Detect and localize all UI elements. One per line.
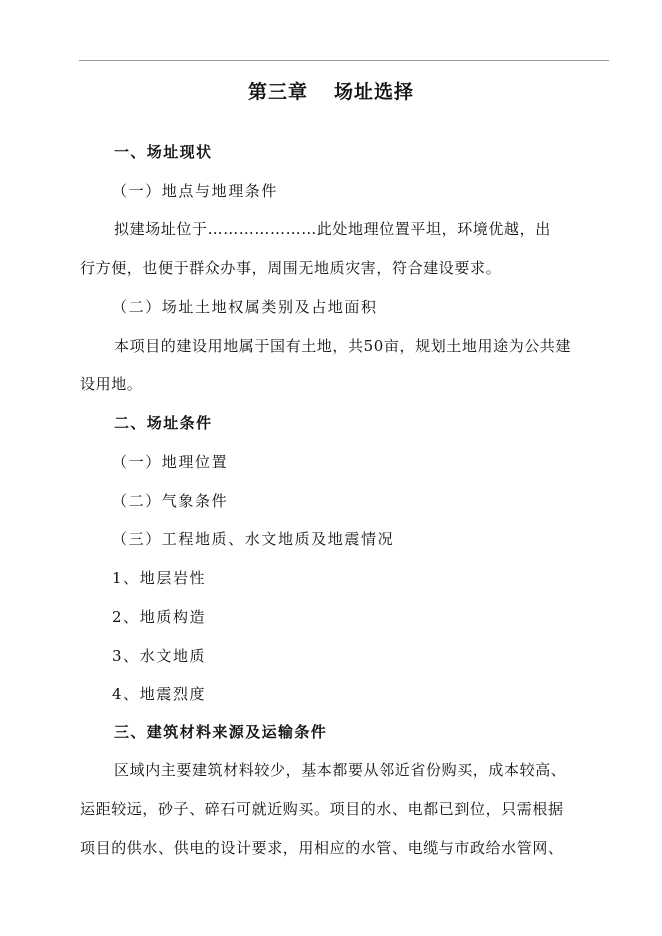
section-heading-1: 一、场址现状 <box>114 143 213 161</box>
paragraph-line: 本项目的建设用地属于国有土地，共50亩，规划土地用途为公共建 <box>114 337 572 355</box>
paragraph-line: 区域内主要建筑材料较少，基本都要从邻近省份购买，成本较高、 <box>114 761 567 779</box>
section-heading-2: 二、场址条件 <box>114 414 213 432</box>
subsection-heading: （二）气象条件 <box>112 492 229 510</box>
list-item: 3、水文地质 <box>112 647 207 665</box>
subsection-heading: （二）场址土地权属类别及占地面积 <box>112 298 378 316</box>
subsection-heading: （三）工程地质、水文地质及地震情况 <box>112 530 395 548</box>
chapter-name: 场址选择 <box>334 81 415 103</box>
chapter-number: 第三章 <box>247 81 308 103</box>
list-item: 4、地震烈度 <box>112 685 207 703</box>
list-item: 2、地质构造 <box>112 608 207 626</box>
paragraph-line: 拟建场址位于…………………此处地理位置平坦，环境优越，出 <box>114 220 551 238</box>
header-rule <box>79 60 609 61</box>
subsection-heading: （一）地理位置 <box>112 453 229 471</box>
paragraph-line: 设用地。 <box>80 375 143 393</box>
chapter-title <box>0 80 662 104</box>
list-item: 1、地层岩性 <box>112 569 207 587</box>
paragraph-line: 运距较远，砂子、碎石可就近购买。项目的水、电都已到位，只需根据 <box>80 800 564 818</box>
section-heading-3: 三、建筑材料来源及运输条件 <box>114 723 328 741</box>
subsection-heading: （一）地点与地理条件 <box>112 182 279 200</box>
paragraph-line: 项目的供水、供电的设计要求，用相应的水管、电缆与市政给水管网、 <box>80 839 564 857</box>
paragraph-line: 行方便，也便于群众办事，周围无地质灾害，符合建设要求。 <box>80 259 502 277</box>
